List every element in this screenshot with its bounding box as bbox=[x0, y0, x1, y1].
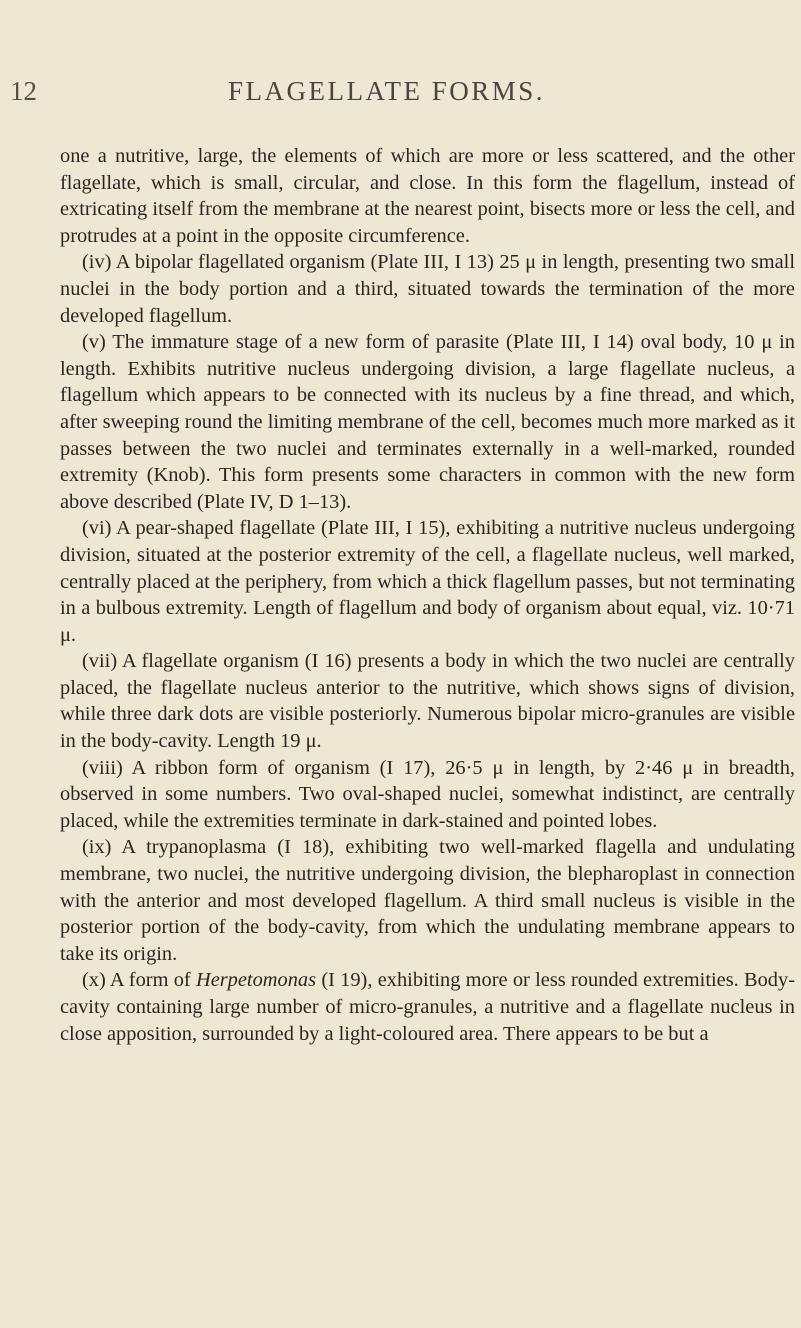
genus-name: Herpetomonas bbox=[195, 969, 317, 992]
paragraph-item-iv: (iv) A bipolar flagellated organism (Plate III, I 13) 25 μ in length, presenting two small nuclei in the body portion and a third, situated towards the termination of the more developed flagellum. bbox=[60, 251, 795, 327]
paragraph-x-lead: (x) A form of bbox=[82, 969, 196, 992]
paragraph-x-rest: (I 19), exhibiting more or less rounded extremities. Body-cavity containing large number of micro-granules, a nutritive and a flagellate nucleus in close apposition, surrounded by a light-coloured area. There appears to be but a bbox=[60, 969, 795, 1045]
page-number: 12 bbox=[10, 76, 37, 106]
paragraph-continued: one a nutritive, large, the elements of which are more or less scattered, and the other flagellate, which is small, circular, and close. In this form the flagellum, instead of extricating itself from the membrane at the nearest point, bisects more or less the cell, and protrudes at a point in the opposite circumference. bbox=[60, 145, 795, 247]
body-text bbox=[60, 143, 795, 1047]
paragraph-item-vi: (vi) A pear-shaped flagellate (Plate III, I 15), exhibiting a nutritive nucleus undergoing division, situated at the posterior extremity of the cell, a flagellate nucleus, well marked, centrally placed at the periphery, from which a thick flagellum passes, but not terminating in a bulbous extremity. Length of flagellum and body of organism about equal, viz. 10·71 μ. bbox=[60, 517, 795, 646]
paragraph-item-v: (v) The immature stage of a new form of parasite (Plate III, I 14) oval body, 10 μ in length. Exhibits nutritive nucleus undergoing division, a large flagellate nucleus, a flagellum which appears to be connected with its nucleus by a fine thread, and which, after sweeping round the limiting membrane of the cell, becomes much more marked as it passes between the two nuclei and terminates externally in a well-marked, rounded extremity (Knob). This form presents some characters in common with the new form above described (Plate IV, D 1–13). bbox=[60, 331, 795, 513]
running-head: FLAGELLATE FORMS. bbox=[228, 76, 546, 106]
paragraph-item-vii: (vii) A flagellate organism (I 16) presents a body in which the two nuclei are centrally placed, the flagellate nucleus anterior to the nutritive, which shows signs of division, while three dark dots are visible posteriorly. Numerous bipolar micro-granules are visible in the body-cavity. Length 19 μ. bbox=[60, 650, 795, 753]
paragraph-item-ix: (ix) A trypanoplasma (I 18), exhibiting two well-marked flagella and undulating membrane, two nuclei, the nutritive undergoing division, the blepharoplast in connection with the anterior and most developed flagellum. A third small nucleus is visible in the posterior portion of the body-cavity, from which the undulating membrane appears to take its origin. bbox=[60, 836, 795, 965]
paragraph-item-viii: (viii) A ribbon form of organism (I 17), 26·5 μ in length, by 2·46 μ in breadth, observed in some numbers. Two oval-shaped nuclei, somewhat indistinct, are centrally placed, while the extremities terminate in dark-stained and pointed lobes. bbox=[60, 756, 795, 832]
page-header bbox=[0, 76, 801, 108]
paragraph-item-x bbox=[60, 967, 795, 1047]
